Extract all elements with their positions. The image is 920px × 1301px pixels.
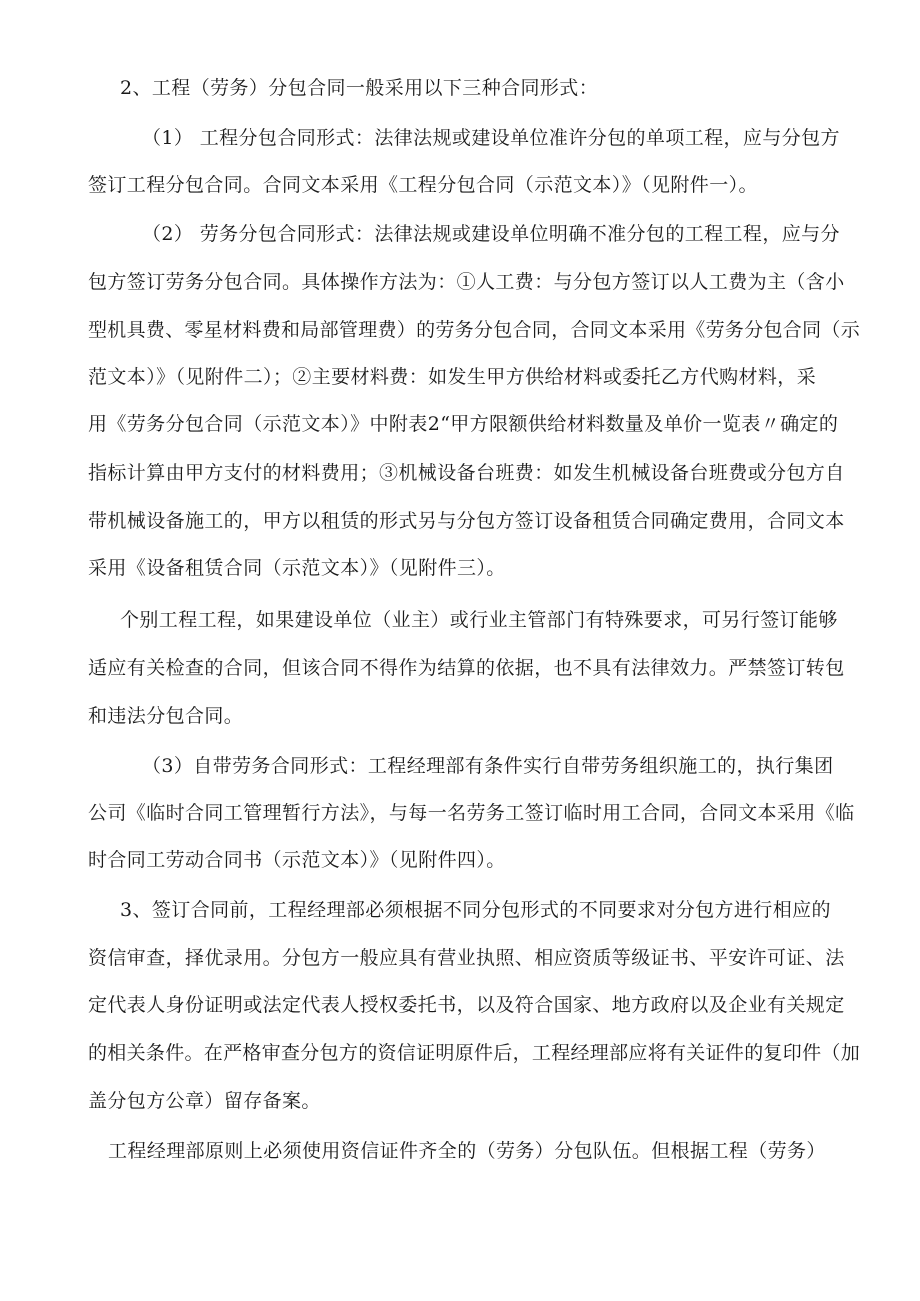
item-2-line-1: （2） 劳务分包合同形式：法律法规或建设单位明确不准分包的工程工程，应与分 xyxy=(142,223,840,245)
note-line-3: 和违法分包合同。 xyxy=(88,705,244,727)
item-2-line-5: 用《劳务分包合同（示范文本）》中附表2“甲方限额供给材料数量及单价一览表〃确定的 xyxy=(88,413,839,435)
section-3-line-5: 盖分包方公章）留存备案。 xyxy=(88,1090,321,1112)
item-1-line-2: 签订工程分包合同。合同文本采用《工程分包合同（示范文本）》（见附件一）。 xyxy=(88,174,758,196)
item-2-line-2: 包方签订劳务分包合同。具体操作方法为：①人工费：与分包方签订以人工费为主（含小 xyxy=(88,271,845,293)
item-2-line-4: 范文本）》（见附件二）；②主要材料费：如发生甲方供给材料或委托乙方代购材料，采 xyxy=(88,366,817,388)
section-3-line-3: 定代表人身份证明或法定代表人授权委托书，以及符合国家、地方政府以及企业有关规定 xyxy=(88,994,845,1016)
note-line-2: 适应有关检查的合同，但该合同不得作为结算的依据，也不具有法律效力。严禁签订转包 xyxy=(88,657,845,679)
item-1-line-1: （1） 工程分包合同形式：法律法规或建设单位准许分包的单项工程，应与分包方 xyxy=(142,127,840,149)
note-line-1: 个别工程工程，如果建设单位（业主）或行业主管部门有特殊要求，可另行签订能够 xyxy=(120,609,838,631)
item-3-line-2: 公司《临时合同工管理暂行方法》，与每一名劳务工签订临时用工合同，合同文本采用《临 xyxy=(88,802,855,824)
item-3-line-1: （3）自带劳务合同形式：工程经理部有条件实行自带劳务组织施工的，执行集团 xyxy=(142,755,834,777)
section-3-line-1: 3、签订合同前，工程经理部必须根据不同分包形式的不同要求对分包方进行相应的 xyxy=(120,899,831,921)
section-3-line-2: 资信审查，择优录用。分包方一般应具有营业执照、相应资质等级证书、平安许可证、法 xyxy=(88,947,845,969)
section-4-line-1: 工程经理部原则上必须使用资信证件齐全的（劳务）分包队伍。但根据工程（劳务） xyxy=(108,1140,826,1162)
item-2-line-8: 采用《设备租赁合同（示范文本）》（见附件三）。 xyxy=(88,557,506,579)
section-3-line-4: 的相关条件。在严格审查分包方的资信证明原件后，工程经理部应将有关证件的复印件（加 xyxy=(88,1042,861,1064)
item-2-line-7: 带机械设备施工的，甲方以租赁的形式另与分包方签订设备租赁合同确定费用，合同文本 xyxy=(88,510,845,532)
item-2-line-6: 指标计算由甲方支付的材料费用；③机械设备台班费：如发生机械设备台班费或分包方自 xyxy=(88,462,845,484)
item-3-line-3: 时合同工劳动合同书（示范文本）》（见附件四）。 xyxy=(88,849,506,871)
section-2-heading: 2、工程（劳务）分包合同一般采用以下三种合同形式： xyxy=(120,77,599,99)
item-2-line-3: 型机具费、零星材料费和局部管理费）的劳务分包合同，合同文本采用《劳务分包合同（示 xyxy=(88,319,861,341)
